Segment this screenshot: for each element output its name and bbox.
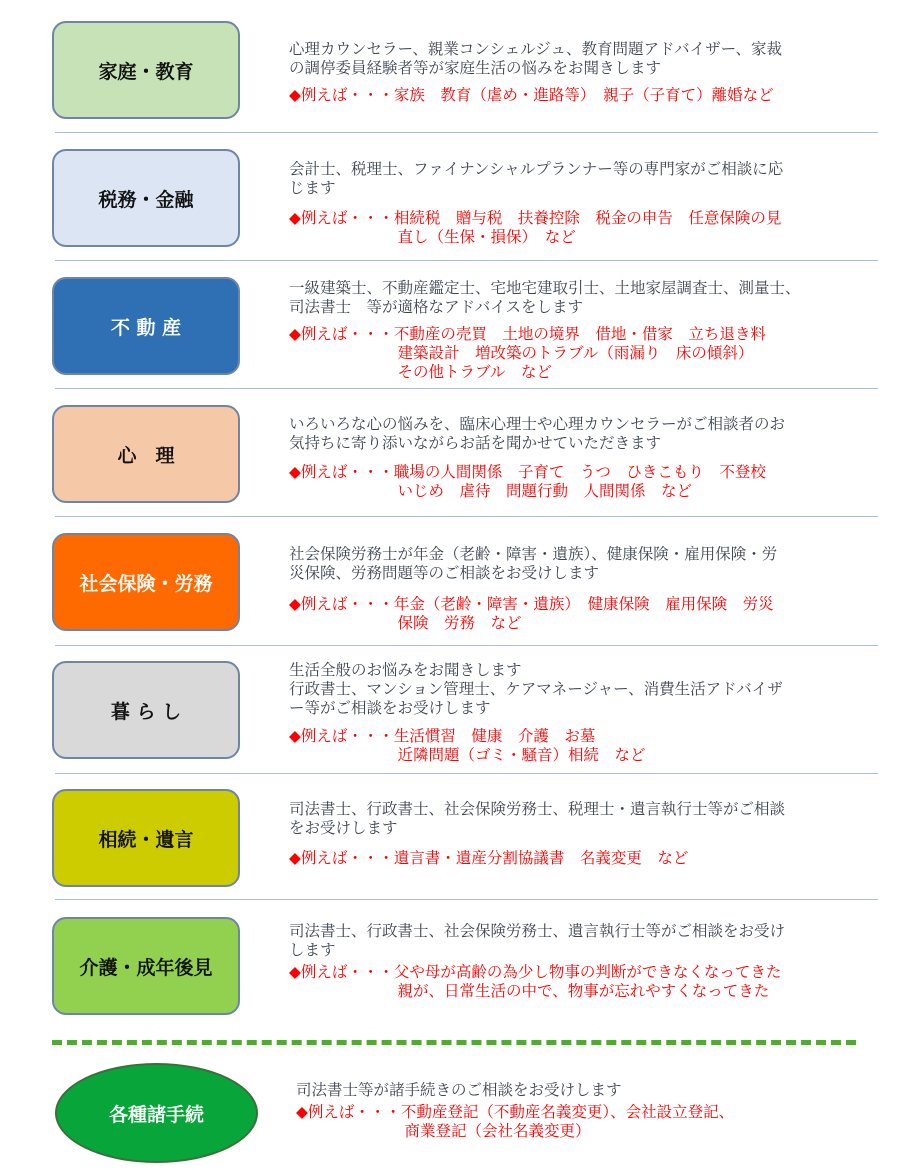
section-description: 一級建築士、不動産鑑定士、宅地宅建取引士、土地家屋調査士、測量士、 司法書士 等が適格なアドバイスをします: [289, 279, 801, 316]
category-box-family-education[interactable]: 家庭・教育: [52, 21, 240, 119]
section-description: 司法書士、行政書士、社会保険労務士、税理士・遺言執行士等がご相談 をお受けします: [289, 800, 786, 837]
section-description: 社会保険労務士が年金（老齢・障害・遺族）、健康保険・雇用保険・労 災保険、労務問題等のご相談をお受けします: [289, 545, 778, 582]
section-description: 生活全般のお悩みをお聞きします 行政書士、マンション管理士、ケアマネージャー、消費生活アドバイザ ー等がご相談をお受けします: [289, 661, 783, 717]
section-divider: [55, 516, 878, 517]
section-description: 会計士、税理士、ファイナンシャルプランナー等の専門家がご相談に応 じます: [289, 160, 784, 197]
section-description: いろいろな心の悩みを、臨床心理士や心理カウンセラーがご相談者のお 気持ちに寄り添いながらお話を聞かせていただきます: [289, 415, 786, 452]
category-box-inheritance-will[interactable]: 相続・遺言: [52, 789, 240, 887]
section-divider: [55, 260, 878, 261]
section-example: ◆例えば・・・相続税 贈与税 扶養控除 税金の申告 任意保険の見 直し（生保・損保） など: [289, 209, 782, 246]
category-box-tax-finance[interactable]: 税務・金融: [52, 149, 240, 247]
category-oval-procedures[interactable]: 各種諸手続: [55, 1063, 258, 1163]
section-description: 司法書士、行政書士、社会保険労務士、遺言執行士等がご相談をお受け します: [289, 922, 786, 959]
section-divider: [55, 899, 878, 900]
dashed-divider: [52, 1040, 856, 1045]
procedures-example: ◆例えば・・・不動産登記（不動産名義変更）、会社設立登記、 商業登記（会社名義変更）: [296, 1103, 735, 1140]
section-divider: [55, 773, 878, 774]
section-example: ◆例えば・・・家族 教育（虐め・進路等） 親子（子育て）離婚など: [289, 86, 774, 104]
section-description: 心理カウンセラー、親業コンシェルジュ、教育問題アドバイザー、家裁 の調停委員経験者等が家庭生活の悩みをお聞きします: [289, 40, 783, 77]
category-box-social-insurance-labor[interactable]: 社会保険・労務: [52, 533, 240, 631]
section-example: ◆例えば・・・遺言書・遺産分割協議書 名義変更 など: [289, 849, 689, 867]
section-example: ◆例えば・・・職場の人間関係 子育て うつ ひきこもり 不登校 いじめ 虐待 問題行動 人間関係 など: [289, 463, 766, 500]
category-box-care-guardianship[interactable]: 介護・成年後見: [52, 917, 240, 1015]
section-example: ◆例えば・・・父や母が高齢の為少し物事の判断ができなくなってきた 親が、日常生活の中で、物事が忘れやすくなってきた: [289, 963, 782, 1000]
section-divider: [55, 132, 878, 133]
category-box-living[interactable]: 暮 ら し: [52, 661, 240, 759]
procedures-description: 司法書士等が諸手続きのご相談をお受けします: [296, 1081, 622, 1099]
section-example: ◆例えば・・・不動産の売買 土地の境界 借地・借家 立ち退き料 建築設計 増改築のトラブル（雨漏り 床の傾斜） その他トラブル など: [289, 325, 766, 381]
section-divider: [55, 645, 878, 646]
category-box-psychology[interactable]: 心 理: [52, 405, 240, 503]
section-example: ◆例えば・・・年金（老齢・障害・遺族） 健康保険 雇用保険 労災 保険 労務 など: [289, 595, 774, 632]
section-divider: [55, 388, 878, 389]
section-example: ◆例えば・・・生活慣習 健康 介護 お墓 近隣問題（ゴミ・騒音）相続 など: [289, 727, 646, 764]
category-box-real-estate[interactable]: 不 動 産: [52, 277, 240, 375]
